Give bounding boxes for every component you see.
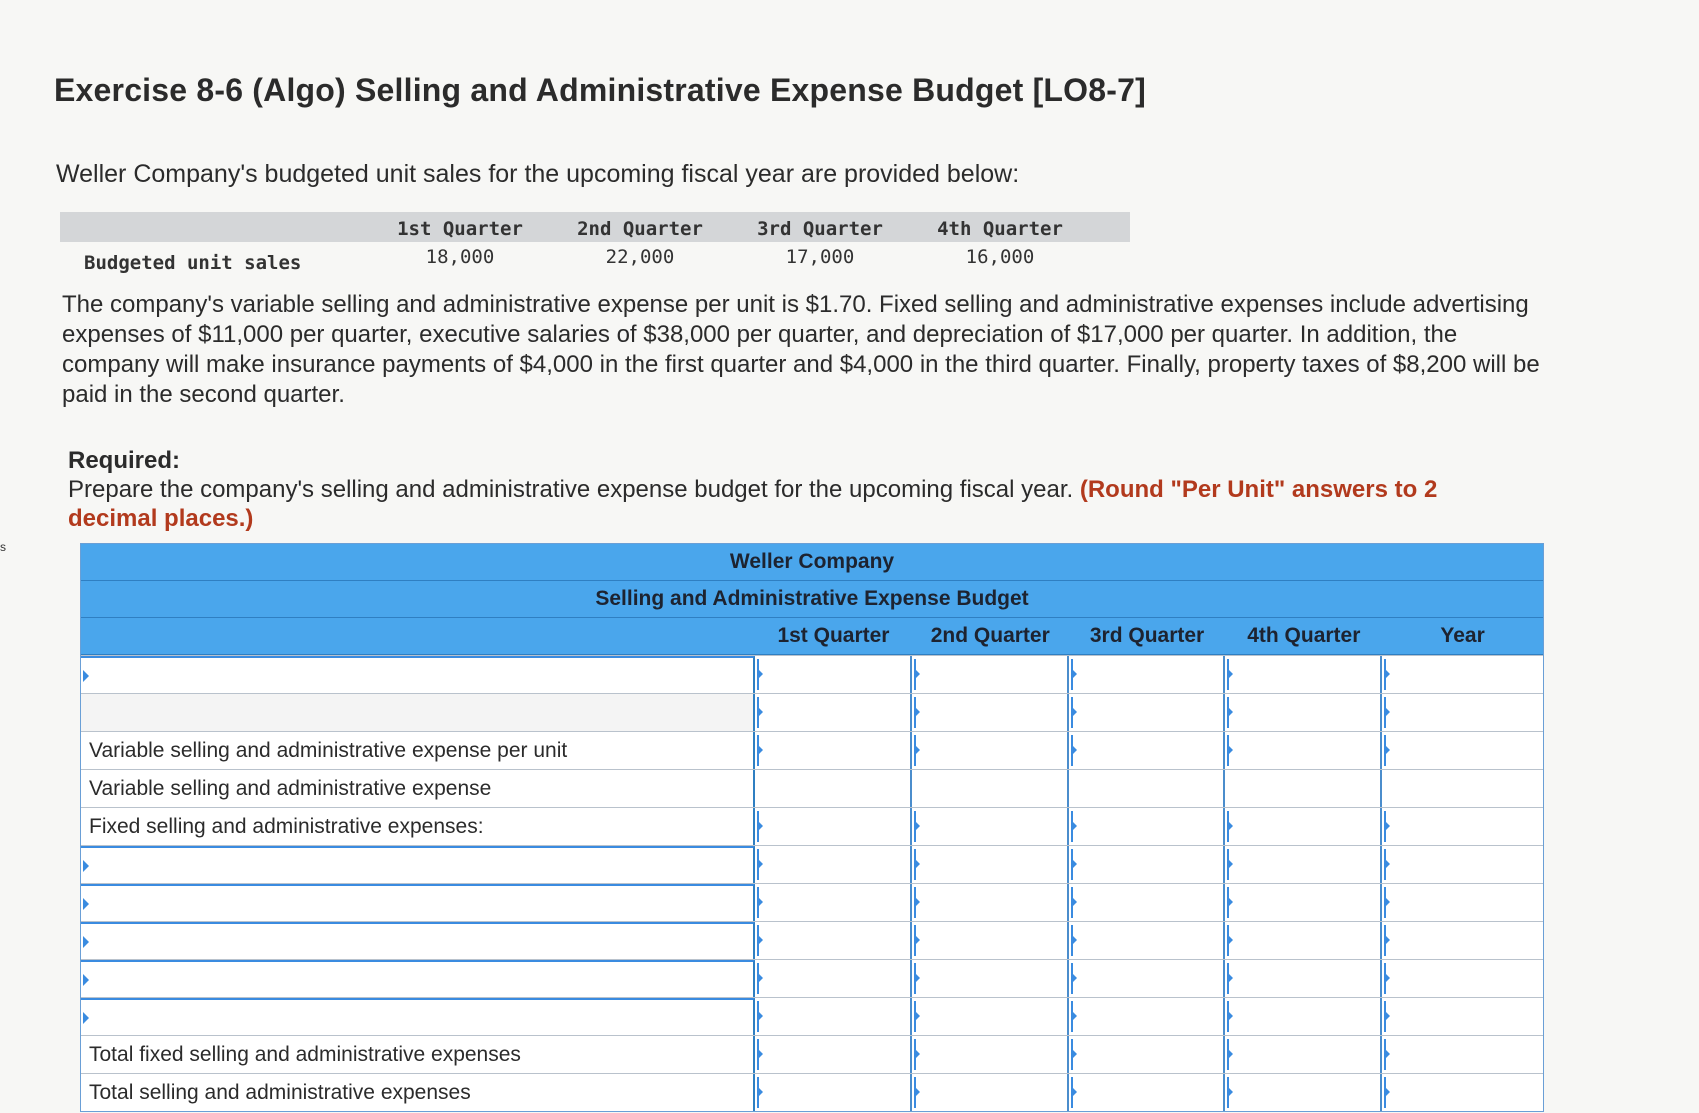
q2-input[interactable]: [912, 846, 1071, 885]
budget-row-fixed-item: [81, 883, 1543, 921]
unit-sales-label: Budgeted unit sales: [84, 252, 302, 274]
year-cell[interactable]: [1382, 998, 1543, 1035]
q4-input[interactable]: [1225, 998, 1384, 1037]
q4-cell[interactable]: [1225, 656, 1382, 693]
required-text: Prepare the company's selling and administrative expense budget for the upcoming fiscal year.: [68, 476, 1074, 503]
q4-input[interactable]: [1225, 960, 1384, 999]
q1-input[interactable]: [755, 998, 914, 1037]
q4-cell[interactable]: [1225, 694, 1382, 731]
row-label-field[interactable]: [89, 925, 757, 962]
q1-input[interactable]: [755, 846, 914, 885]
q3-cell[interactable]: [1069, 998, 1226, 1035]
q3-input[interactable]: [1069, 694, 1228, 733]
q2-input[interactable]: [912, 808, 1071, 847]
q2-cell[interactable]: [912, 656, 1069, 693]
sales-quarter-label: 4th Quarter: [937, 218, 1063, 240]
budget-title: Selling and Administrative Expense Budget: [81, 581, 1543, 618]
year-cell[interactable]: [1382, 922, 1543, 959]
sales-quarter-label: 1st Quarter: [397, 218, 523, 240]
year-input[interactable]: [1382, 1036, 1547, 1075]
year-input[interactable]: [1382, 656, 1547, 695]
budget-row-input-1: [81, 655, 1543, 693]
unit-sales-table: [60, 212, 1130, 278]
required-section: [68, 446, 1518, 533]
q4-cell[interactable]: [1225, 960, 1382, 997]
year-input[interactable]: [1382, 1074, 1547, 1113]
q2-cell[interactable]: [912, 732, 1069, 769]
row-label: Total fixed selling and administrative expenses: [81, 1036, 755, 1073]
row-label-input[interactable]: [81, 846, 755, 883]
row-label-field[interactable]: [89, 963, 757, 1000]
budget-row-fixed-item: [81, 997, 1543, 1035]
q3-input[interactable]: [1069, 846, 1228, 885]
q2-cell[interactable]: [912, 808, 1069, 845]
q3-input[interactable]: [1069, 998, 1228, 1037]
row-label-input[interactable]: [81, 960, 755, 997]
rounding-note: (Round "Per Unit" answers to 2 decimal places.): [68, 476, 1438, 532]
q3-input[interactable]: [1069, 1036, 1228, 1075]
row-label: Variable selling and administrative expense per unit: [81, 732, 755, 769]
q3-input[interactable]: [1069, 922, 1228, 961]
sales-quarter-label: 2nd Quarter: [577, 218, 703, 240]
sales-quarter-value: 17,000: [785, 246, 855, 268]
year-cell[interactable]: [1382, 1074, 1543, 1111]
q2-input[interactable]: [912, 884, 1071, 923]
column-header-q3: 3rd Quarter: [1089, 624, 1205, 647]
q3-cell[interactable]: [1069, 656, 1226, 693]
q4-input[interactable]: [1225, 1074, 1384, 1113]
q4-cell[interactable]: [1225, 998, 1382, 1035]
column-header-q1: 1st Quarter: [777, 624, 890, 647]
q4-cell[interactable]: [1225, 846, 1382, 883]
q3-cell[interactable]: [1069, 1074, 1226, 1111]
sales-quarter-value: 22,000: [605, 246, 675, 268]
q1-input[interactable]: [755, 1036, 914, 1075]
q4-cell[interactable]: [1225, 1074, 1382, 1111]
q3-cell[interactable]: [1069, 884, 1226, 921]
q1-input[interactable]: [755, 656, 914, 695]
q3-input[interactable]: [1069, 884, 1228, 923]
budget-row-fixed-item: [81, 959, 1543, 997]
sales-quarter-value: 16,000: [965, 246, 1035, 268]
sales-quarter-value: 18,000: [425, 246, 495, 268]
budget-row-fixed-heading: [81, 807, 1543, 845]
q2-cell[interactable]: [912, 922, 1069, 959]
q4-cell[interactable]: [1225, 1036, 1382, 1073]
row-label-field[interactable]: [89, 887, 757, 924]
year-cell[interactable]: [1382, 1036, 1543, 1073]
budget-row-var-per-unit: [81, 731, 1543, 769]
q3-cell[interactable]: [1069, 846, 1226, 883]
intro-text: Weller Company's budgeted unit sales for the upcoming fiscal year are provided below:: [56, 160, 1020, 188]
q3-cell[interactable]: [1069, 732, 1226, 769]
q2-cell[interactable]: [912, 998, 1069, 1035]
row-label: Total selling and administrative expenses: [81, 1074, 755, 1111]
q3-cell[interactable]: [1069, 694, 1226, 731]
budget-row-total-fixed: [81, 1035, 1543, 1073]
sales-quarter-label: 3rd Quarter: [757, 218, 883, 240]
row-label-input[interactable]: [81, 656, 755, 693]
side-mark: s: [0, 540, 6, 554]
q1-input[interactable]: [755, 922, 914, 961]
budget-company-name: Weller Company: [81, 544, 1543, 581]
q1-cell[interactable]: [755, 998, 912, 1035]
year-input[interactable]: [1382, 694, 1547, 733]
q1-input[interactable]: [755, 732, 914, 771]
row-label-input[interactable]: [81, 922, 755, 959]
q3-input[interactable]: [1069, 960, 1228, 999]
q3-cell[interactable]: [1069, 1036, 1226, 1073]
year-cell[interactable]: [1382, 694, 1543, 731]
q1-cell[interactable]: [755, 694, 912, 731]
q2-cell[interactable]: [912, 1036, 1069, 1073]
year-cell[interactable]: [1382, 732, 1543, 769]
q1-input[interactable]: [755, 808, 914, 847]
q1-cell[interactable]: [755, 808, 912, 845]
row-label-field[interactable]: [89, 1001, 757, 1038]
q3-cell[interactable]: [1069, 922, 1226, 959]
q2-input[interactable]: [912, 998, 1071, 1037]
q4-input[interactable]: [1225, 808, 1384, 847]
q2-cell[interactable]: [912, 884, 1069, 921]
q2-input[interactable]: [912, 656, 1071, 695]
q2-cell[interactable]: [912, 1074, 1069, 1111]
q4-cell[interactable]: [1225, 884, 1382, 921]
year-cell[interactable]: [1382, 960, 1543, 997]
column-header-q2: 2nd Quarter: [930, 624, 1050, 647]
budget-row-blank: [81, 693, 1543, 731]
year-input[interactable]: [1382, 732, 1547, 771]
q1-cell[interactable]: [755, 1074, 912, 1111]
year-input[interactable]: [1382, 884, 1547, 923]
q2-input[interactable]: [912, 694, 1071, 733]
q4-input[interactable]: [1225, 732, 1384, 771]
q3-input[interactable]: [1069, 1074, 1228, 1113]
q4-cell[interactable]: [1225, 808, 1382, 845]
year-input[interactable]: [1382, 846, 1547, 885]
q2-cell[interactable]: [912, 846, 1069, 883]
q2-cell[interactable]: [912, 960, 1069, 997]
header-label-spacer: [81, 618, 755, 654]
q2-input[interactable]: [912, 922, 1071, 961]
q3-cell[interactable]: [1069, 808, 1226, 845]
year-cell[interactable]: [1382, 808, 1543, 845]
budget-row-total: [81, 1073, 1543, 1111]
q3-cell[interactable]: [1069, 960, 1226, 997]
q4-input[interactable]: [1225, 694, 1384, 733]
row-label-field[interactable]: [89, 849, 757, 886]
q1-input[interactable]: [755, 694, 914, 733]
q3-cell: [1069, 770, 1226, 807]
column-header-q4: 4th Quarter: [1247, 624, 1361, 647]
row-label-empty: [81, 694, 755, 731]
q4-input[interactable]: [1225, 846, 1384, 885]
year-input[interactable]: [1382, 998, 1547, 1037]
q1-cell[interactable]: [755, 960, 912, 997]
q4-cell[interactable]: [1225, 732, 1382, 769]
page-title: Exercise 8-6 (Algo) Selling and Administrative Expense Budget [LO8-7]: [54, 72, 1146, 108]
year-cell[interactable]: [1382, 656, 1543, 693]
q1-cell[interactable]: [755, 922, 912, 959]
q1-input[interactable]: [755, 884, 914, 923]
budget-row-fixed-item: [81, 845, 1543, 883]
row-label-input[interactable]: [81, 884, 755, 921]
year-input[interactable]: [1382, 922, 1547, 961]
q1-cell[interactable]: [755, 1036, 912, 1073]
budget-column-header-row: [81, 618, 1543, 655]
q4-input[interactable]: [1225, 922, 1384, 961]
q2-input[interactable]: [912, 1074, 1071, 1113]
q1-cell[interactable]: [755, 846, 912, 883]
q2-cell: [912, 770, 1069, 807]
q2-input[interactable]: [912, 960, 1071, 999]
year-input[interactable]: [1382, 808, 1547, 847]
year-input[interactable]: [1382, 960, 1547, 999]
q4-input[interactable]: [1225, 884, 1384, 923]
q3-input[interactable]: [1069, 808, 1228, 847]
row-label: Fixed selling and administrative expenses:: [81, 808, 755, 845]
q1-cell[interactable]: [755, 656, 912, 693]
q4-input[interactable]: [1225, 1036, 1384, 1075]
q1-input[interactable]: [755, 960, 914, 999]
required-heading: Required:: [68, 447, 181, 474]
year-cell: [1382, 770, 1543, 807]
budget-table: [80, 543, 1544, 1112]
q2-input[interactable]: [912, 732, 1071, 771]
q4-cell: [1225, 770, 1382, 807]
q1-input[interactable]: [755, 1074, 914, 1113]
q3-input[interactable]: [1069, 732, 1228, 771]
q1-cell: [755, 770, 912, 807]
budget-row-var-expense: [81, 769, 1543, 807]
row-label: Variable selling and administrative expense: [81, 770, 755, 807]
column-header-year: Year: [1440, 624, 1485, 647]
year-cell[interactable]: [1382, 884, 1543, 921]
row-label-field[interactable]: [89, 659, 757, 696]
q3-input[interactable]: [1069, 656, 1228, 695]
budget-row-fixed-item: [81, 921, 1543, 959]
q1-cell[interactable]: [755, 884, 912, 921]
q4-input[interactable]: [1225, 656, 1384, 695]
row-label-input[interactable]: [81, 998, 755, 1035]
year-cell[interactable]: [1382, 846, 1543, 883]
q4-cell[interactable]: [1225, 922, 1382, 959]
q2-cell[interactable]: [912, 694, 1069, 731]
problem-paragraph: The company's variable selling and administrative expense per unit is $1.70. Fixed selling and administrative expenses include advertising expenses of $11,000 per quarter, executive salaries of $38,000 per quarter, and depreciation of $17,000 per quarter. In addition, the company will make insurance payments of $4,000 in the first quarter and $4,000 in the third quarter. Finally, property taxes of $8,200 will be paid in the second quarter.: [62, 291, 1540, 408]
q2-input[interactable]: [912, 1036, 1071, 1075]
q1-cell[interactable]: [755, 732, 912, 769]
